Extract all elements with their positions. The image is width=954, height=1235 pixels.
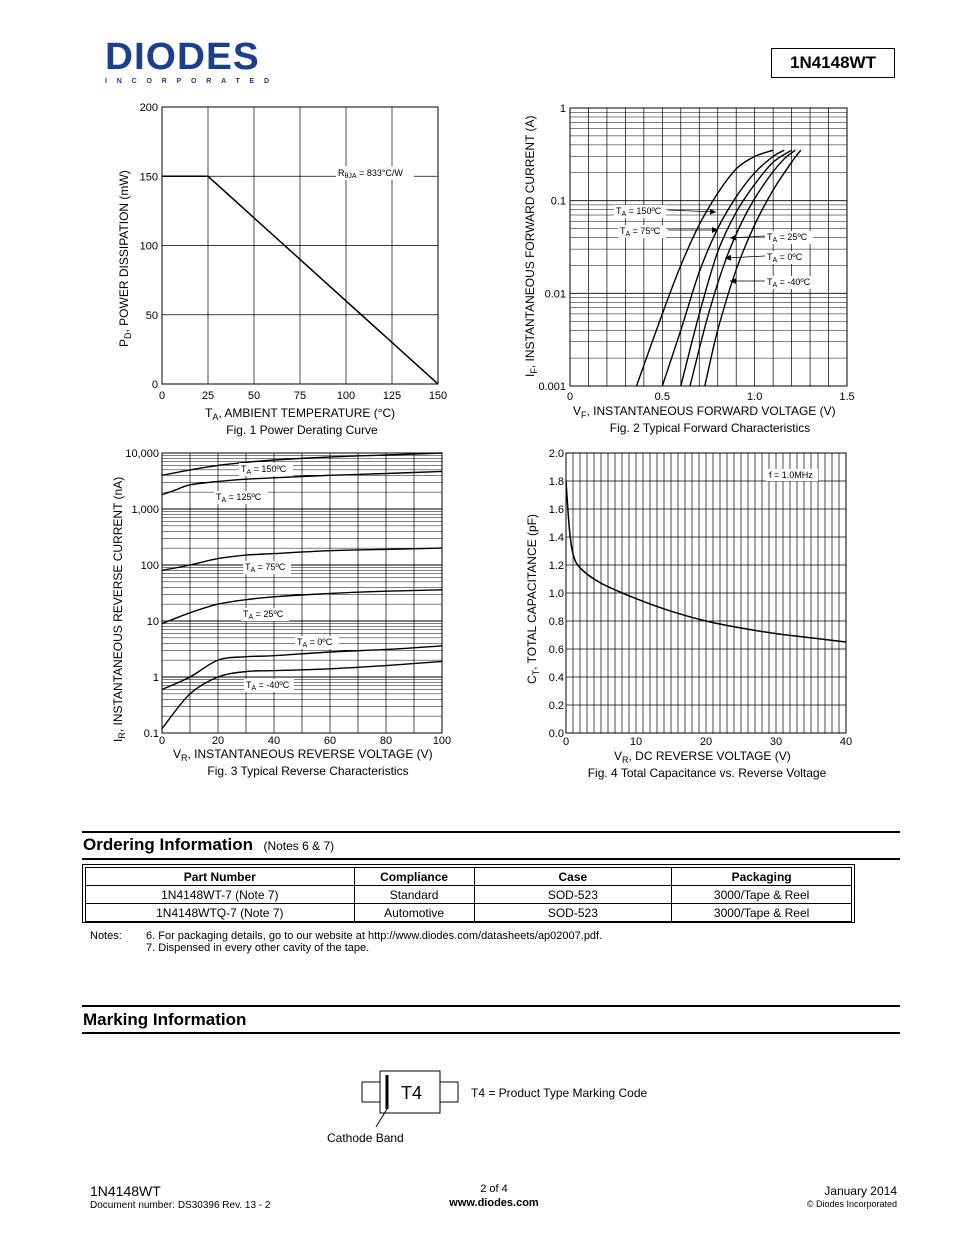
x-tick-label: 100 bbox=[432, 735, 452, 747]
cell-part: 1N4148WTQ-7 (Note 7) bbox=[86, 904, 355, 922]
fig3-caption: Fig. 3 Typical Reverse Characteristics bbox=[207, 764, 409, 778]
series-label-text: $T_A$ = 25ºC bbox=[243, 609, 284, 621]
series-line bbox=[690, 150, 795, 386]
label-0c bbox=[765, 251, 809, 264]
label-m40c bbox=[244, 679, 294, 692]
x-tick-label: 125 bbox=[382, 390, 402, 402]
note-6: 6. For packaging details, go to our website at http://www.diodes.com/datasheets/ap02007.pdf. bbox=[146, 930, 603, 942]
y-tick-label: 1.0 bbox=[548, 588, 564, 600]
cell-packaging: 3000/Tape & Reel bbox=[672, 886, 852, 904]
x-tick-label: 150 bbox=[428, 390, 448, 402]
fig1-caption: Fig. 1 Power Derating Curve bbox=[226, 423, 378, 437]
fig2-caption: Fig. 2 Typical Forward Characteristics bbox=[609, 421, 811, 435]
y-tick-label: 10,000 bbox=[125, 448, 159, 460]
svg-text:RθJA = 833°C/W: $R_{\theta JA} = 833^\circ C/W$ bbox=[338, 168, 403, 180]
right-lead bbox=[440, 1082, 458, 1102]
x-tick-label: 75 bbox=[293, 390, 307, 402]
fig4-grid bbox=[566, 453, 846, 733]
y-tick-label: 0.1 bbox=[143, 728, 159, 740]
y-tick-label: 0.8 bbox=[548, 616, 564, 628]
cell-case: SOD-523 bbox=[474, 904, 672, 922]
ordering-title: Ordering Information bbox=[83, 835, 253, 854]
x-tick-label: 60 bbox=[323, 735, 337, 747]
y-tick-label: 200 bbox=[139, 102, 158, 114]
fig3-xlabel: $V_R$, INSTANTANEOUS REVERSE VOLTAGE (V) bbox=[173, 747, 433, 763]
col-header-compliance: Compliance bbox=[354, 868, 474, 886]
ordering-heading bbox=[83, 835, 334, 855]
series-label-text: $T_A$ = -40ºC bbox=[767, 277, 811, 289]
label-75c bbox=[618, 225, 666, 238]
x-tick-label: 1.0 bbox=[747, 391, 763, 403]
fig3-ylabel: $I_R$, INSTANTANEOUS REVERSE CURRENT (nA) bbox=[111, 476, 127, 742]
logo-subtext: INCORPORATED bbox=[105, 78, 279, 85]
left-lead bbox=[362, 1082, 380, 1102]
fig1-ticks bbox=[140, 102, 448, 402]
footer-doc-number: Document number: DS30396 Rev. 13 - 2 bbox=[90, 1200, 271, 1211]
y-tick-label: 0.0 bbox=[548, 728, 564, 740]
fig1-xlabel: $T_A$, AMBIENT TEMPERATURE (°C) bbox=[205, 406, 396, 422]
x-tick-label: 20 bbox=[211, 735, 225, 747]
fig2-xlabel: $V_F$, INSTANTANEOUS FORWARD VOLTAGE (V) bbox=[573, 404, 836, 420]
y-tick-label: 0.6 bbox=[548, 644, 564, 656]
series-label-text: $T_A$ = 25ºC bbox=[767, 232, 808, 244]
col-header-case: Case bbox=[474, 868, 672, 886]
x-tick-label: 0 bbox=[562, 736, 570, 748]
y-tick-label: 0.001 bbox=[538, 381, 566, 393]
label-25c bbox=[765, 231, 813, 244]
footer-url[interactable]: www.diodes.com bbox=[449, 1197, 539, 1209]
footer-copyright: © Diodes Incorporated bbox=[806, 1199, 897, 1209]
marking-bottom-rule bbox=[82, 1032, 900, 1034]
x-tick-label: 1.5 bbox=[839, 391, 855, 403]
series-label-text: $T_A$ = 125ºC bbox=[216, 492, 262, 504]
x-tick-label: 100 bbox=[336, 390, 356, 402]
ordering-table-frame bbox=[82, 864, 855, 923]
cell-packaging: 3000/Tape & Reel bbox=[672, 904, 852, 922]
label-25c bbox=[241, 608, 289, 621]
y-tick-label: 0.2 bbox=[548, 700, 564, 712]
x-tick-label: 0 bbox=[158, 735, 166, 747]
y-tick-label: 0 bbox=[151, 379, 158, 391]
arrow-head bbox=[712, 227, 718, 233]
label-m40c bbox=[765, 276, 815, 289]
x-tick-label: 0 bbox=[566, 391, 574, 403]
logo-text: DIODES bbox=[105, 36, 260, 78]
y-tick-label: 1.4 bbox=[548, 532, 564, 544]
x-tick-label: 40 bbox=[839, 736, 853, 748]
fig1-chart bbox=[117, 102, 447, 437]
label-125c bbox=[214, 491, 268, 504]
fig4-xlabel: $V_R$, DC REVERSE VOLTAGE (V) bbox=[614, 749, 791, 765]
marking-top-rule bbox=[82, 1005, 900, 1007]
y-tick-label: 100 bbox=[139, 240, 158, 253]
x-tick-label: 40 bbox=[267, 735, 281, 747]
fig4-caption: Fig. 4 Total Capacitance vs. Reverse Voltage bbox=[587, 766, 827, 780]
y-tick-label: 50 bbox=[145, 309, 158, 322]
fig4-chart bbox=[525, 448, 852, 780]
footer-date: January 2014 bbox=[824, 1184, 897, 1198]
footer-part: 1N4148WT bbox=[90, 1183, 161, 1199]
y-tick-label: 100 bbox=[140, 560, 159, 572]
fig1-annotation bbox=[336, 166, 414, 180]
fig4-ylabel: $C_T$, TOTAL CAPACITANCE (pF) bbox=[525, 514, 541, 684]
series-line bbox=[705, 150, 801, 386]
fig3-ticks bbox=[125, 448, 451, 747]
x-tick-label: 0.5 bbox=[654, 391, 670, 403]
fig2-chart bbox=[523, 103, 855, 435]
table-row bbox=[86, 886, 852, 904]
series-label-text: $T_A$ = 0ºC bbox=[767, 252, 803, 264]
y-tick-label: 1 bbox=[559, 103, 566, 115]
y-tick-label: 1 bbox=[152, 672, 159, 684]
y-tick-label: 2.0 bbox=[548, 448, 564, 460]
x-tick-label: 25 bbox=[201, 390, 215, 402]
fig3-chart bbox=[111, 448, 451, 778]
y-tick-label: 1.8 bbox=[548, 476, 564, 488]
series-line bbox=[637, 150, 774, 386]
x-tick-label: 0 bbox=[158, 390, 166, 402]
ordering-table bbox=[85, 867, 852, 922]
marking-title: Marking Information bbox=[83, 1010, 247, 1029]
y-tick-label: 1,000 bbox=[131, 504, 159, 516]
fig1-grid bbox=[162, 107, 438, 384]
x-tick-label: 50 bbox=[247, 390, 261, 402]
fig2-ylabel: $I_F$, INSTANTANEOUS FORWARD CURRENT (A) bbox=[523, 115, 539, 377]
series-label-text: $T_A$ = 150ºC bbox=[616, 206, 662, 218]
y-tick-label: 0.4 bbox=[548, 672, 564, 684]
x-tick-label: 30 bbox=[769, 736, 783, 748]
y-tick-label: 10 bbox=[146, 616, 159, 628]
label-75c bbox=[243, 561, 291, 574]
cell-part: 1N4148WT-7 (Note 7) bbox=[86, 886, 355, 904]
cell-case: SOD-523 bbox=[474, 886, 672, 904]
fig4-annotation bbox=[766, 469, 818, 481]
fig1-ylabel: $P_D$, POWER DISSIPATION (mW) bbox=[117, 170, 133, 347]
series-label-text: $T_A$ = -40ºC bbox=[246, 680, 290, 692]
marking-code: T4 bbox=[401, 1083, 423, 1103]
series-label-text: $T_A$ = 150ºC bbox=[241, 464, 287, 476]
fig3-grid bbox=[162, 453, 442, 733]
ordering-bottom-rule bbox=[82, 858, 900, 860]
series-label-text: $T_A$ = 0ºC bbox=[297, 637, 333, 649]
note-7: 7. Dispensed in every other cavity of the tape. bbox=[146, 942, 370, 954]
y-tick-label: 1.6 bbox=[548, 504, 564, 516]
marking-code-desc: T4 = Product Type Marking Code bbox=[471, 1086, 648, 1100]
y-tick-label: 150 bbox=[139, 171, 158, 184]
y-tick-label: 0.1 bbox=[550, 195, 566, 208]
arrow-line bbox=[668, 210, 716, 212]
series-label-text: $T_A$ = 75ºC bbox=[620, 226, 661, 238]
y-tick-label: 0.01 bbox=[544, 288, 566, 301]
x-tick-label: 10 bbox=[629, 736, 643, 748]
table-header-row bbox=[86, 868, 852, 886]
col-header-part: Part Number bbox=[86, 868, 355, 886]
col-header-packaging: Packaging bbox=[672, 868, 852, 886]
cell-compliance: Automotive bbox=[354, 904, 474, 922]
notes-label: Notes: bbox=[90, 930, 122, 942]
footer-page: 2 of 4 bbox=[480, 1183, 508, 1195]
label-0c bbox=[295, 636, 339, 649]
x-tick-label: 20 bbox=[699, 736, 713, 748]
x-tick-label: 80 bbox=[379, 735, 393, 747]
series-label-text: $T_A$ = 75ºC bbox=[245, 562, 286, 574]
ordering-notes-ref: (Notes 6 & 7) bbox=[263, 839, 335, 853]
y-tick-label: 1.2 bbox=[548, 560, 564, 572]
arrow-line bbox=[725, 256, 765, 258]
cell-compliance: Standard bbox=[354, 886, 474, 904]
ordering-top-rule bbox=[82, 831, 900, 833]
table-row bbox=[86, 904, 852, 922]
fig2-series-lines bbox=[637, 150, 801, 386]
label-150c bbox=[239, 463, 293, 476]
part-number-box: 1N4148WT bbox=[771, 48, 895, 78]
svg-text:f = 1.0MHz: f = 1.0MHz bbox=[769, 470, 813, 480]
label-150c bbox=[614, 205, 666, 218]
cathode-band-label: Cathode Band bbox=[327, 1131, 404, 1145]
